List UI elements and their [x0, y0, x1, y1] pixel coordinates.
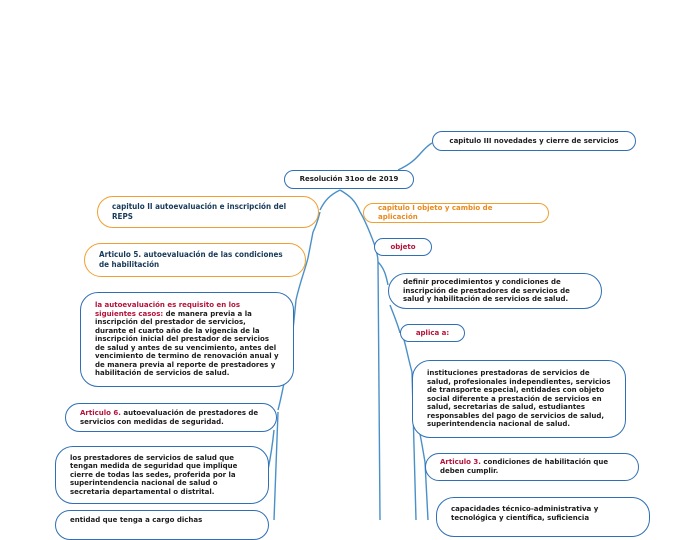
node-autoevaluacion[interactable]: la autoevaluación es requisito en los siguientes casos: de manera previa a la inscripción del prestador de servicios, durante el cuarto año de la vigencia de la inscripción inicial del prestador de servicios de salud y antes de su vencimiento, antes del vencimiento de termino de renovación anual y de manera previa al reporte de prestadores y habilitación de servicios de salud.: [80, 292, 294, 387]
node-cap1[interactable]: capitulo I objeto y cambio de aplicación: [363, 203, 549, 223]
root-node[interactable]: [284, 170, 414, 189]
node-articulo-5[interactable]: Articulo 5. autoevaluación de las condiciones de habilitación: [84, 243, 306, 277]
node-aplica-label[interactable]: aplica a:: [400, 324, 465, 342]
node-articulo-6[interactable]: Articulo 6. autoevaluación de prestadores de servicios con medidas de seguridad.: [65, 403, 277, 432]
node-objeto-text[interactable]: definir procedimientos y condiciones de inscripción de prestadores de servicios de salud y habilitación de servicios de salud.: [388, 273, 602, 309]
node-prestadores[interactable]: los prestadores de servicios de salud que tengan medida de seguridad que implique cierre de todas las sedes, proferida por la superintendencia nacional de salud o secretaria departamental o distrital.: [55, 446, 269, 504]
node-articulo-3[interactable]: Articulo 3. condiciones de habilitación que deben cumplir.: [425, 453, 639, 481]
node-capacidades[interactable]: capacidades técnico-administrativa y tecnológica y científica, suficiencia: [436, 497, 650, 537]
node-objeto-label[interactable]: objeto: [374, 238, 432, 256]
node-entidad[interactable]: entidad que tenga a cargo dichas: [55, 510, 269, 540]
node-aplica-text[interactable]: instituciones prestadoras de servicios de salud, profesionales independientes, servicios de transporte especial, entidades con objeto social diferente a prestación de servicios en salud, secretarias de salud, estudiantes responsables del pago de servicios de salud, superintendencia nacional de salud.: [412, 360, 626, 438]
node-cap3[interactable]: capitulo III novedades y cierre de servicios: [432, 131, 636, 151]
root-label: Resolución 31oo de 2019: [299, 175, 399, 184]
node-cap2[interactable]: capitulo II autoevaluación e inscripción del REPS: [97, 196, 319, 228]
